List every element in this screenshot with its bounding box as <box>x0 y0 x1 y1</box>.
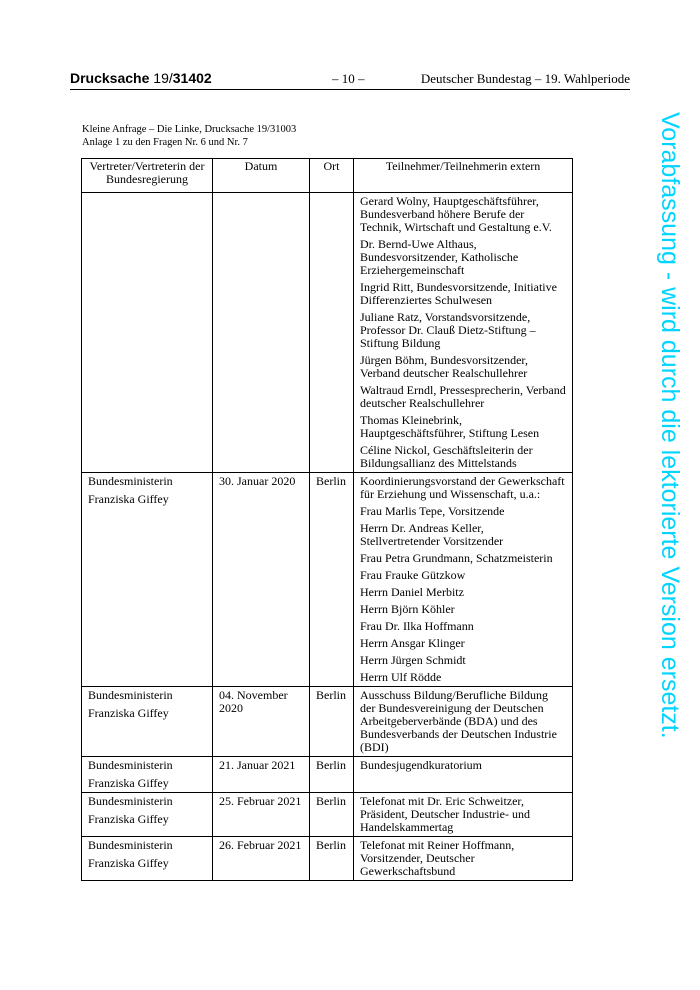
participant-entry: Herrn Dr. Andreas Keller, Stellvertretender Vorsitzender <box>360 521 504 548</box>
representative-name: Franziska Giffey <box>88 492 169 506</box>
participant-entry: Herrn Ansgar Klinger <box>360 636 465 650</box>
participant-entry: Waltraud Erndl, Pressesprecherin, Verband deutscher Realschullehrer <box>360 383 566 410</box>
representative-name: Franziska Giffey <box>88 856 169 870</box>
table-row <box>82 837 573 881</box>
cell-participants <box>354 473 573 687</box>
page-number: – 10 – <box>332 71 365 86</box>
participant-entry: Gerard Wolny, Hauptgeschäftsführer, Bundesverband höhere Berufe der Technik, Wirtschaft und Gestaltung e.V. <box>360 194 552 234</box>
cell-date: 26. Februar 2021 <box>213 837 310 881</box>
subtitle-line1: Kleine Anfrage – Die Linke, Drucksache 19/31003 <box>82 124 297 135</box>
cell-place: Berlin <box>310 687 354 757</box>
representative-title: Bundesministerin <box>88 794 173 808</box>
cell-place: Berlin <box>310 837 354 881</box>
participant-entry: Herrn Daniel Merbitz <box>360 585 464 599</box>
table-row <box>82 757 573 793</box>
cell-representative <box>82 793 213 837</box>
cell-date <box>213 193 310 473</box>
participant-entry: Frau Marlis Tepe, Vorsitzende <box>360 504 505 518</box>
page-header <box>70 70 630 90</box>
representative-title: Bundesministerin <box>88 474 173 488</box>
table-row <box>82 793 573 837</box>
participant-entry: Juliane Ratz, Vorstandsvorsitzende, Professor Dr. Clauß Dietz-Stiftung – Stiftung Bildung <box>360 310 536 350</box>
participant-entry: Jürgen Böhm, Bundesvorsitzender, Verband deutscher Realschullehrer <box>360 353 528 380</box>
representative-name: Franziska Giffey <box>88 776 169 790</box>
cell-representative <box>82 757 213 793</box>
cell-participants <box>354 193 573 473</box>
participant-entry: Céline Nickol, Geschäftsleiterin der Bildungsallianz des Mittelstands <box>360 443 533 470</box>
participant-entry: Herrn Björn Köhler <box>360 602 455 616</box>
cell-date: 04. November 2020 <box>213 687 310 757</box>
participant-entry: Thomas Kleinebrink, Hauptgeschäftsführer, Stiftung Lesen <box>360 413 540 440</box>
publisher: Deutscher Bundestag – 19. Wahlperiode <box>420 71 630 86</box>
cell-representative <box>82 687 213 757</box>
participant-entry: Frau Frauke Gützkow <box>360 568 466 582</box>
header-representative: Vertreter/Vertreterin der Bundesregierung <box>82 159 213 193</box>
participant-entry: Telefonat mit Dr. Eric Schweitzer, Präsident, Deutscher Industrie- und Handelskammertag <box>360 794 530 834</box>
participant-entry: Ausschuss Bildung/Berufliche Bildung der Bundesvereinigung der Deutschen Arbeitgeberverbände (BDA) und des Bundesverbands der Deutschen Industrie (BDI) <box>360 688 557 754</box>
representative-title: Bundesministerin <box>88 758 173 772</box>
table-row <box>82 687 573 757</box>
participant-entry: Frau Dr. Ilka Hoffmann <box>360 619 474 633</box>
cell-date: 25. Februar 2021 <box>213 793 310 837</box>
table-row <box>82 193 573 473</box>
watermark-text: Vorabfassung - wird durch die lektorierte Version ersetzt. <box>656 112 684 739</box>
cell-participants <box>354 837 573 881</box>
representative-name: Franziska Giffey <box>88 812 169 826</box>
cell-representative <box>82 473 213 687</box>
participant-entry: Frau Petra Grundmann, Schatzmeisterin <box>360 551 553 565</box>
participant-entry: Koordinierungsvorstand der Gewerkschaft für Erziehung und Wissenschaft, u.a.: <box>360 474 565 501</box>
cell-representative <box>82 193 213 473</box>
cell-participants <box>354 757 573 793</box>
participant-entry: Herrn Jürgen Schmidt <box>360 653 466 667</box>
cell-place: Berlin <box>310 473 354 687</box>
cell-place <box>310 193 354 473</box>
participant-entry: Dr. Bernd-Uwe Althaus, Bundesvorsitzender, Katholische Erziehergemeinschaft <box>360 237 519 277</box>
cell-participants <box>354 687 573 757</box>
participant-entry: Herrn Ulf Rödde <box>360 670 442 684</box>
header-participants: Teilnehmer/Teilnehmerin extern <box>354 159 573 193</box>
participant-entry: Telefonat mit Reiner Hoffmann, Vorsitzender, Deutscher Gewerkschaftsbund <box>360 838 515 878</box>
header-place: Ort <box>310 159 354 193</box>
participant-entry: Bundesjugendkuratorium <box>360 758 482 772</box>
cell-participants <box>354 793 573 837</box>
cell-place: Berlin <box>310 757 354 793</box>
representative-name: Franziska Giffey <box>88 706 169 720</box>
representative-title: Bundesministerin <box>88 838 173 852</box>
header-rule <box>70 89 630 90</box>
cell-representative <box>82 837 213 881</box>
meetings-table <box>81 158 573 881</box>
representative-title: Bundesministerin <box>88 688 173 702</box>
cell-date: 30. Januar 2020 <box>213 473 310 687</box>
cell-date: 21. Januar 2021 <box>213 757 310 793</box>
table-row <box>82 473 573 687</box>
header-date: Datum <box>213 159 310 193</box>
cell-place: Berlin <box>310 793 354 837</box>
draft-watermark <box>643 112 683 882</box>
document-number: Drucksache 19/31402 <box>70 70 212 86</box>
participant-entry: Ingrid Ritt, Bundesvorsitzende, Initiative Differenziertes Schulwesen <box>360 280 557 307</box>
table-header-row <box>82 159 573 193</box>
subtitle-line2: Anlage 1 zu den Fragen Nr. 6 und Nr. 7 <box>82 137 248 148</box>
